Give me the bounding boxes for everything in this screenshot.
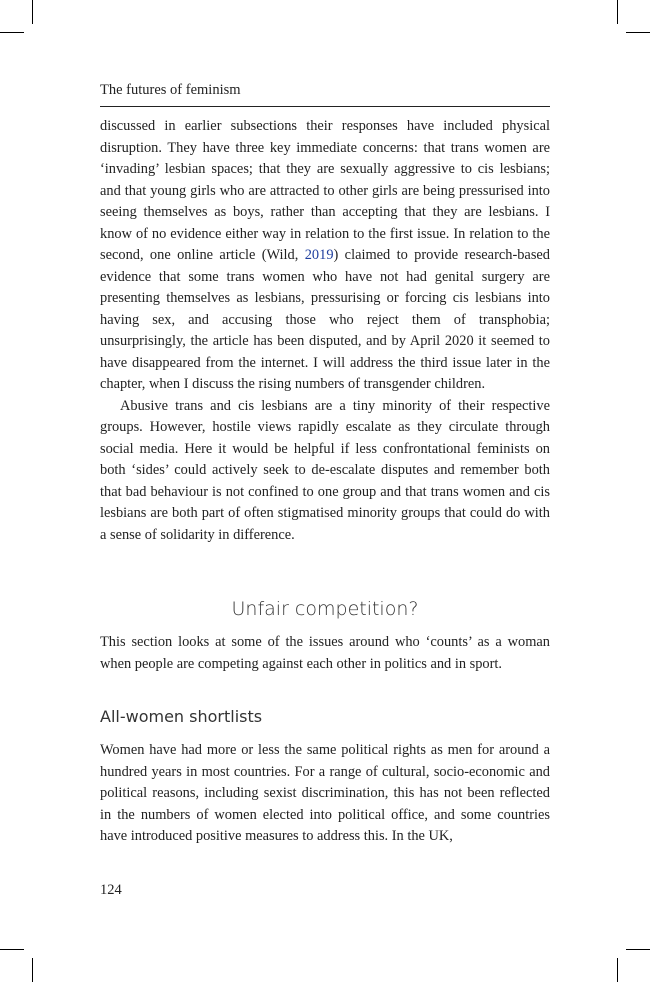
paragraph-1 (100, 116, 550, 396)
section-intro: This section looks at some of the issues around who ‘counts’ as a woman when people are competing against each other in politics and in sport. (100, 634, 550, 672)
section-heading: Unfair competition? (231, 598, 419, 620)
crop-mark (617, 958, 618, 982)
crop-mark (617, 0, 618, 24)
page-number: 124 (100, 882, 122, 898)
paragraph-1-text: discussed in earlier subsections their responses have included physical disruption. They have three key immediate concerns: that trans women are ‘invading’ lesbian spaces; that they are sexually aggressive to cis lesbians; and that young girls who are attracted to other girls are being pressurised into seeing themselves as boys, rather than accepting that they are lesbians. I know of no evidence either way in relation to the first issue. In relation to the second, one online article (Wild, (100, 118, 550, 263)
subsection-text: Women have had more or less the same political rights as men for around a hundred years in most countries. For a range of cultural, socio-economic and political reasons, including sexist discrimination, this has not been reflected in the numbers of women elected into political office, and some countries have introduced positive measures to address this. In the UK, (100, 742, 550, 844)
paragraph-1-text-cont: ) claimed to provide research-based evidence that some trans women who have not had genital surgery are presenting themselves as lesbians, pressurising or forcing cis lesbians into having sex, and accusing those who reject them of transphobia; unsurprisingly, the article has been disputed, and by April 2020 it seemed to have disappeared from the internet. I will address the third issue later in the chapter, when I discuss the rising numbers of transgender children. (100, 247, 550, 392)
paragraph-2: Abusive trans and cis lesbians are a tiny minority of their respective groups. However, hostile views rapidly escalate as they circulate through social media. Here it would be helpful if less confrontational feminists on both ‘sides’ could actively seek to de-escalate disputes and remember both that bad behaviour is not confined to one group and that trans women and cis lesbians are both part of often stigmatised minority groups that could do with a sense of solidarity in difference. (100, 397, 550, 543)
header-rule (100, 106, 550, 107)
crop-mark (32, 0, 33, 24)
crop-mark (0, 32, 24, 33)
running-head: The futures of feminism (100, 82, 241, 98)
subsection-heading: All-women shortlists (100, 707, 263, 726)
citation-link[interactable]: 2019 (304, 247, 334, 263)
body-text (100, 116, 550, 546)
crop-mark (0, 949, 24, 950)
crop-mark (626, 32, 650, 33)
crop-mark (32, 958, 33, 982)
crop-mark (626, 949, 650, 950)
